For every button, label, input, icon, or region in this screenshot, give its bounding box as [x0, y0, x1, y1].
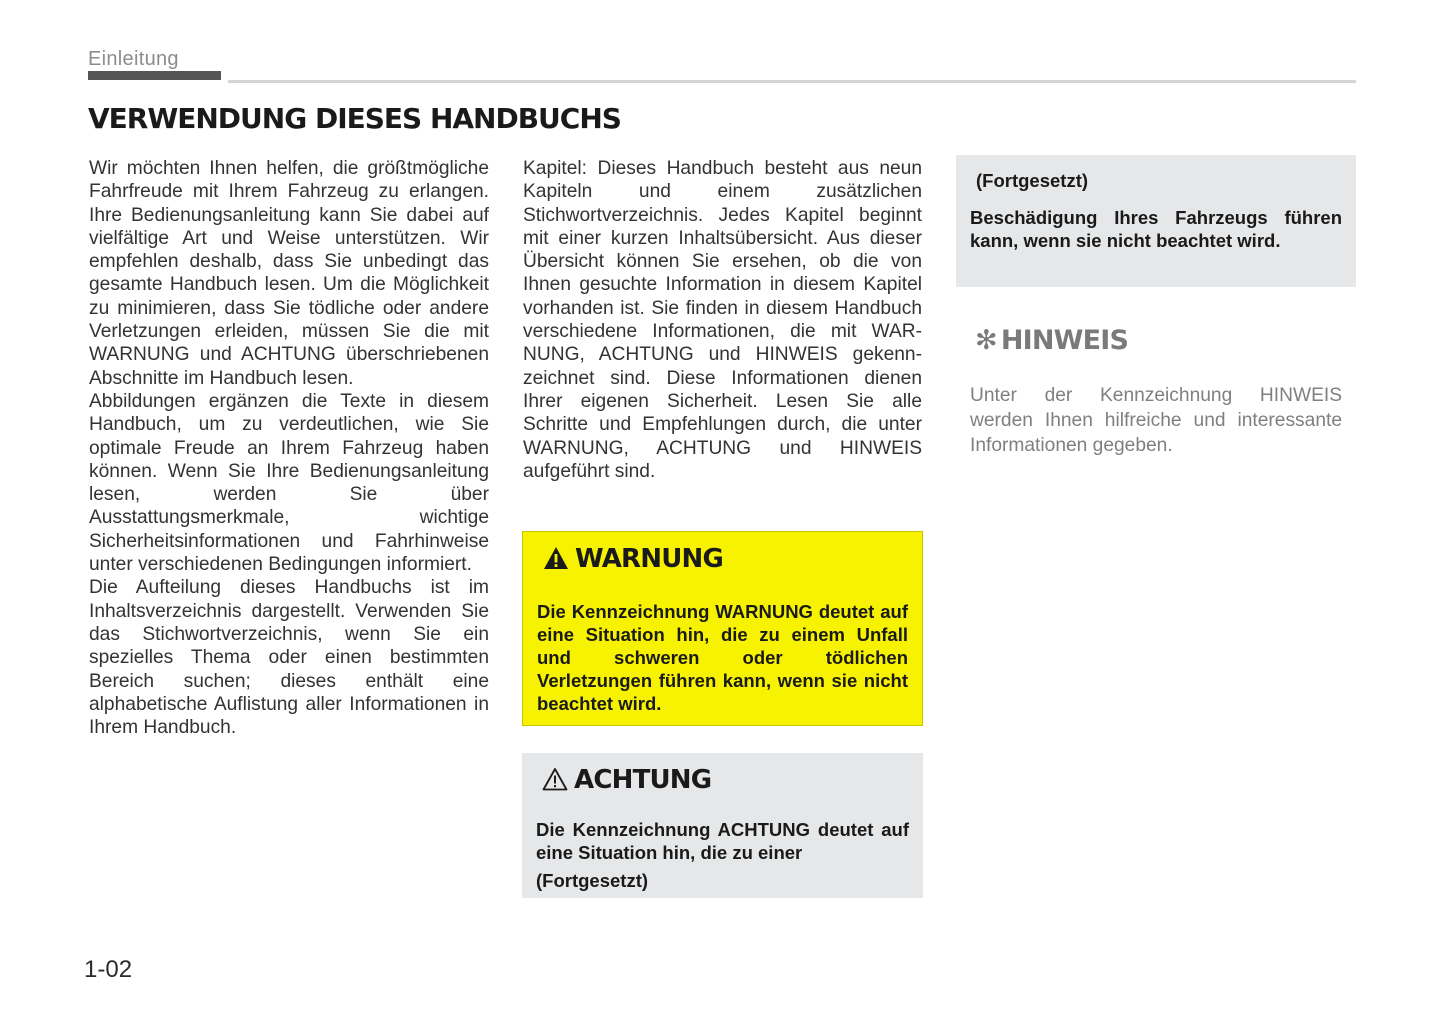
caution-continued-label: (Fortgesetzt): [536, 870, 649, 891]
caution-body: Die Kennzeichnung ACHTUNG deutet auf eine Situation hin, die zu einer: [536, 819, 909, 863]
column-middle: [523, 157, 922, 483]
paragraph-chapters: Kapitel: Dieses Handbuch besteht aus neun Kapiteln und einem zusätzlichen Stichwortverzeichnis. Jedes Kapitel beginnt mit einer kurzen Inhaltsübersicht. Aus dieser Übersicht können Sie ersehen, ob die von Ihnen gesuchte Information in diesem Kapitel vorhanden ist. Sie finden in diesem Handbuch verschiedene Informationen, die mit WARNUNG, ACHTUNG und HINWEIS gekennzeichnet sind. Diese Informationen dienen Ihrer eigenen Sicherheit. Lesen Sie alle Schritte und Empfehlungen durch, die unter WARNUNG, ACHTUNG und HINWEIS aufgeführt sind.: [523, 158, 922, 482]
section-label: Einleitung: [88, 48, 179, 70]
continuation-label: (Fortgesetzt): [976, 170, 1089, 191]
note-body: Unter der Kennzeichnung HINWEIS werden Ihnen hilfreiche und interessante Informationen gegeben.: [970, 385, 1342, 456]
paragraph-structure: Die Aufteilung dieses Handbuchs ist im Inhaltsverzeichnis dargestellt. Verwenden Sie das Stichwortverzeichnis, wenn Sie ein spezielles Thema oder einen bestimmten Bereich suchen; dieses enthält eine alphabetische Auflistung aller Informationen in Ihrem Handbuch.: [89, 577, 489, 739]
continuation-body: Beschädigung Ihres Fahrzeugs führen kann, wenn sie nicht beachtet wird.: [970, 207, 1342, 251]
continuation-box: [956, 155, 1356, 287]
paragraph-illustrations: Abbildungen ergänzen die Texte in diesem Handbuch, um zu verdeutlichen, wie Sie optimale Freude an Ihrem Fahrzeug haben können. Wenn Sie Ihre Bedienungsanleitung lesen, werden Sie über Ausstattungsmerkmale, wichtige Sicherheitsinformationen und Fahrhinweise unter verschiedenen Bedingungen informiert.: [89, 390, 489, 576]
note-heading: [975, 325, 1128, 356]
warning-triangle-filled-icon: [543, 546, 569, 570]
section-tab-bar: [88, 71, 221, 80]
asterisk-icon: ✻: [975, 325, 997, 356]
column-left: [89, 157, 489, 739]
warning-heading: [543, 544, 723, 574]
note-heading-text: HINWEIS: [1000, 325, 1129, 356]
caution-box: [522, 753, 923, 898]
header-rule: [228, 80, 1356, 83]
warning-heading-text: WARNUNG: [575, 544, 724, 574]
warning-body: Die Kennzeichnung WARNUNG deutet auf eine Situation hin, die zu einem Unfall und schweren oder tödlichen Verletzungen führen kann, wenn sie nicht beachtet wird.: [537, 601, 908, 714]
page-title: VERWENDUNG DIESES HANDBUCHS: [88, 102, 621, 135]
caution-heading-text: ACHTUNG: [574, 765, 712, 795]
page-number: 1-02: [84, 956, 133, 983]
warning-box: [522, 531, 923, 726]
caution-triangle-outline-icon: [542, 767, 568, 791]
caution-heading: [542, 765, 711, 795]
paragraph-intro: Wir möchten Ihnen helfen, die größtmögliche Fahrfreude mit Ihrem Fahrzeug zu erlangen. Ihre Bedienungsanleitung kann Sie dabei auf vielfältige Art und Weise unterstützen. Wir empfehlen deshalb, dass Sie unbedingt das gesamte Handbuch lesen. Um die Möglichkeit zu minimieren, dass Sie tödliche oder andere Verletzungen erleiden, müssen Sie die mit WARNUNG und ACHTUNG überschriebenen Abschnitte im Handbuch lesen.: [89, 158, 489, 389]
